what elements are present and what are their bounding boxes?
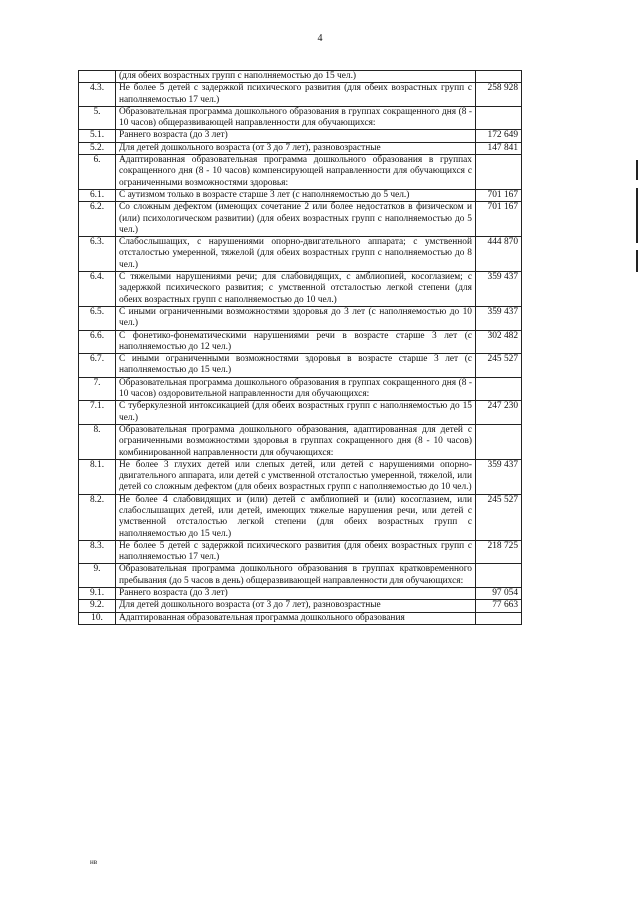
tariff-table: [78, 70, 522, 625]
row-description: Раннего возраста (до 3 лет): [116, 588, 476, 600]
table-row: [79, 189, 522, 201]
table-row: [79, 401, 522, 425]
table-row: [79, 202, 522, 237]
row-description: С иными ограниченными возможностями здоровья в возрасте старше 3 лет (с наполняемостью до 15 чел.): [116, 354, 476, 378]
row-value: 247 230: [476, 401, 522, 425]
row-description: Слабослышащих, с нарушениями опорно-двигательного аппарата; с умственной отсталостью умеренной, тяжелой (для обеих возрастных групп с наполняемостью до 8 чел.): [116, 237, 476, 272]
row-description: С аутизмом только в возрасте старше 3 лет (с наполняемостью до 5 чел.): [116, 189, 476, 201]
row-number: 7.: [79, 377, 116, 401]
row-value: [476, 377, 522, 401]
table-row: [79, 71, 522, 83]
table-row: [79, 237, 522, 272]
row-value: 147 841: [476, 142, 522, 154]
row-number: 5.2.: [79, 142, 116, 154]
row-description: Образовательная программа дошкольного образования, адаптированная для детей с ограниченными возможностями здоровья в группах сокращенного дня (8 - 10 часов) комбинированной направленности для обучающихся:: [116, 424, 476, 459]
row-value: 302 482: [476, 330, 522, 354]
row-number: 9.2.: [79, 600, 116, 612]
row-number: 8.1.: [79, 459, 116, 494]
row-description: Для детей дошкольного возраста (от 3 до 7 лет), разновозрастные: [116, 142, 476, 154]
table-row: [79, 588, 522, 600]
table-row: [79, 459, 522, 494]
row-number: 9.: [79, 564, 116, 588]
table-row: [79, 564, 522, 588]
row-number: 6.7.: [79, 354, 116, 378]
row-value: 172 649: [476, 130, 522, 142]
row-number: 8.: [79, 424, 116, 459]
row-number: 8.2.: [79, 494, 116, 540]
row-description: Адаптированная образовательная программа дошкольного образования в группах сокращенного дня (8 - 10 часов) компенсирующей направленности для обучающихся с ограниченными возможностями здоровья:: [116, 155, 476, 190]
row-value: 359 437: [476, 272, 522, 307]
row-description: Раннего возраста (до 3 лет): [116, 130, 476, 142]
row-value: 701 167: [476, 189, 522, 201]
row-number: 5.1.: [79, 130, 116, 142]
row-number: 6.6.: [79, 330, 116, 354]
row-number: [79, 71, 116, 83]
table-row: [79, 272, 522, 307]
row-description: С туберкулезной интоксикацией (для обеих возрастных групп с наполняемостью до 15 чел.): [116, 401, 476, 425]
scan-edge-mark: [636, 160, 638, 180]
row-description: (для обеих возрастных групп с наполняемостью до 15 чел.): [116, 71, 476, 83]
table-row: [79, 600, 522, 612]
table-row: [79, 155, 522, 190]
scan-edge-mark: [636, 250, 638, 272]
row-number: 6.5.: [79, 306, 116, 330]
row-value: [476, 564, 522, 588]
row-number: 10.: [79, 612, 116, 624]
table-row: [79, 354, 522, 378]
row-number: 9.1.: [79, 588, 116, 600]
row-value: 444 870: [476, 237, 522, 272]
table-row: [79, 142, 522, 154]
row-description: Для детей дошкольного возраста (от 3 до 7 лет), разновозрастные: [116, 600, 476, 612]
row-description: Адаптированная образовательная программа дошкольного образования: [116, 612, 476, 624]
row-description: Со сложным дефектом (имеющих сочетание 2 или более недостатков в физическом и (или) психологическом развитии) (для обеих возрастных групп с наполняемостью до 5 чел.): [116, 202, 476, 237]
row-number: 6.2.: [79, 202, 116, 237]
row-description: Образовательная программа дошкольного образования в группах сокращенного дня (8 - 10 часов) оздоровительной направленности для обучающихся:: [116, 377, 476, 401]
table-row: [79, 377, 522, 401]
row-description: Образовательная программа дошкольного образования в группах кратковременного пребывания (до 5 часов в день) общеразвивающей направленности для обучающихся:: [116, 564, 476, 588]
row-value: 97 054: [476, 588, 522, 600]
row-number: 5.: [79, 106, 116, 130]
footer-code: нв: [90, 858, 98, 866]
row-value: 359 437: [476, 459, 522, 494]
table-body: [79, 71, 522, 625]
row-description: Не более 5 детей с задержкой психического развития (для обеих возрастных групп с наполняемостью 17 чел.): [116, 540, 476, 564]
row-number: 7.1.: [79, 401, 116, 425]
row-value: 218 725: [476, 540, 522, 564]
row-value: 77 663: [476, 600, 522, 612]
row-value: 245 527: [476, 354, 522, 378]
page-number: 4: [317, 33, 323, 44]
row-value: [476, 424, 522, 459]
row-number: 6.1.: [79, 189, 116, 201]
row-description: Не более 5 детей с задержкой психического развития (для обеих возрастных групп с наполняемостью 17 чел.): [116, 83, 476, 107]
scan-edge-mark: [636, 188, 638, 243]
row-description: С фонетико-фонематическими нарушениями речи в возрасте старше 3 лет (с наполняемостью до 12 чел.): [116, 330, 476, 354]
row-value: 258 928: [476, 83, 522, 107]
row-value: [476, 612, 522, 624]
row-value: [476, 155, 522, 190]
row-description: Не более 4 слабовидящих и (или) детей с амблиопией и (или) косоглазием, или слабослышащих детей, или детей, имеющих тяжелые нарушения речи, или детей с умственной отсталостью легкой степени (для обеих возрастных групп с наполняемостью до 15 чел.): [116, 494, 476, 540]
table-row: [79, 424, 522, 459]
row-value: [476, 71, 522, 83]
row-description: С иными ограниченными возможностями здоровья до 3 лет (с наполняемостью до 10 чел.): [116, 306, 476, 330]
row-number: 6.: [79, 155, 116, 190]
row-number: 8.3.: [79, 540, 116, 564]
row-value: 359 437: [476, 306, 522, 330]
row-description: Образовательная программа дошкольного образования в группах сокращенного дня (8 - 10 часов) общеразвивающей направленности для обучающихся:: [116, 106, 476, 130]
row-description: С тяжелыми нарушениями речи; для слабовидящих, с амблиопией, косоглазием; с задержкой психического развития; с умственной отсталостью легкой степени (для обеих возрастных групп с наполняемостью до 10 чел.): [116, 272, 476, 307]
table-row: [79, 540, 522, 564]
row-description: Не более 3 глухих детей или слепых детей, или детей с нарушениями опорно-двигательного аппарата, или детей с умственной отсталостью умеренной, тяжелой, или детей со сложным дефектом (для обеих возрастных групп с наполняемостью до 10 чел.): [116, 459, 476, 494]
table-row: [79, 612, 522, 624]
table-row: [79, 106, 522, 130]
row-value: 701 167: [476, 202, 522, 237]
row-number: 4.3.: [79, 83, 116, 107]
table-row: [79, 330, 522, 354]
table-row: [79, 306, 522, 330]
table-row: [79, 83, 522, 107]
table-row: [79, 130, 522, 142]
row-value: [476, 106, 522, 130]
row-number: 6.3.: [79, 237, 116, 272]
row-number: 6.4.: [79, 272, 116, 307]
row-value: 245 527: [476, 494, 522, 540]
table-row: [79, 494, 522, 540]
